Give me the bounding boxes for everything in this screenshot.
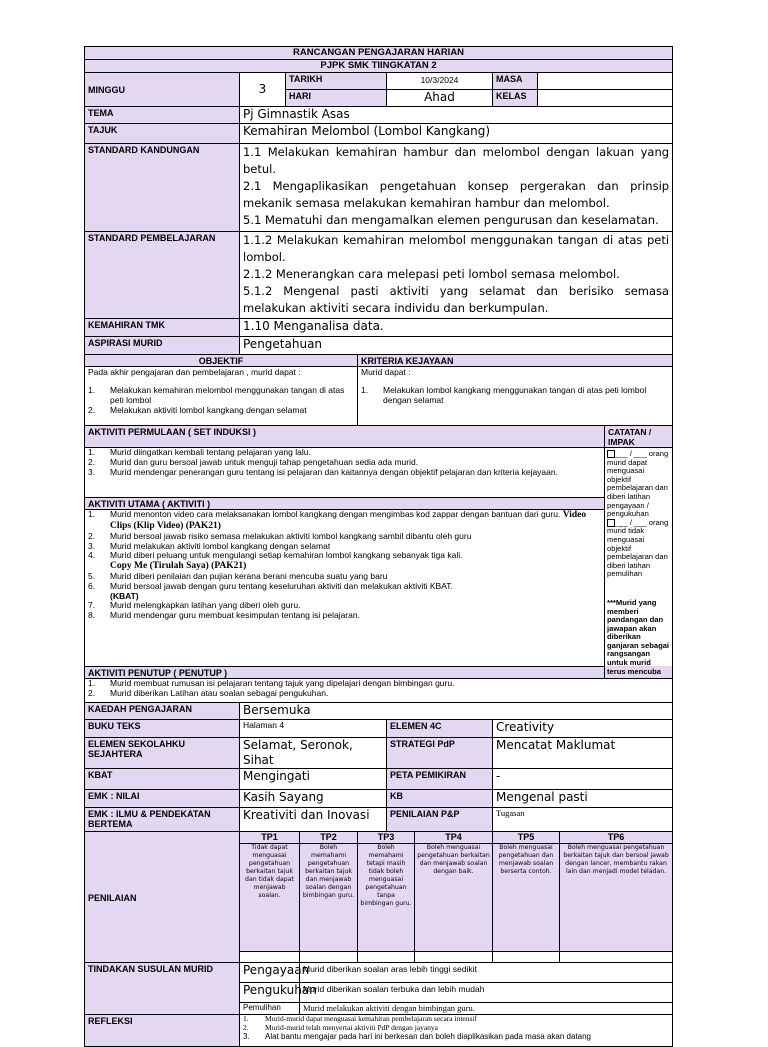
permulaan-body xyxy=(85,448,605,498)
kriteria-intro: Murid dapat : xyxy=(361,367,411,377)
tajuk-label: TAJUK xyxy=(85,124,240,144)
standard-pembelajaran-list xyxy=(240,232,673,319)
emk-ilmu-label: EMK : ILMU & PENDEKATAN BERTEMA xyxy=(85,808,240,832)
susulan-key: Pengukuhan xyxy=(240,983,300,1003)
buku-label: BUKU TEKS xyxy=(85,720,240,738)
peta-label: PETA PEMIKIRAN xyxy=(387,769,493,790)
sekolahku-label: ELEMEN SEKOLAHKU SEJAHTERA xyxy=(85,738,240,769)
tp-header: TP2 xyxy=(300,832,358,844)
hari-label: HARI xyxy=(286,90,387,107)
sp-item: 2.1.2 Menerangkan cara melepasi peti lombol semasa melombol. xyxy=(243,267,620,281)
kb-label: KB xyxy=(387,790,493,808)
aspirasi-value: Pengetahuan xyxy=(240,337,673,355)
emk-nilai-label: EMK : NILAI xyxy=(85,790,240,808)
kbat-value: Mengingati xyxy=(240,769,387,790)
rph-form xyxy=(84,46,673,1047)
catatan-note: ***Murid yang memberi pandangan dan jawapan akan diberikan ganjaran sebagai rangsangan untuk murid terus mencuba xyxy=(607,597,670,676)
standard-kandungan-label: STANDARD KANDUNGAN xyxy=(85,144,240,232)
catatan-body xyxy=(605,448,673,679)
standard-pembelajaran-label: STANDARD PEMBELAJARAN xyxy=(85,232,240,319)
permulaan-label: AKTIVITI PERMULAAN ( SET INDUKSI ) xyxy=(85,426,605,448)
elemen4c-value: Creativity xyxy=(493,720,673,738)
tp-header: TP1 xyxy=(240,832,300,844)
susulan-key: Pemulihan xyxy=(240,1003,300,1015)
tp-mark-cell[interactable] xyxy=(358,952,415,963)
emk-nilai-value: Kasih Sayang xyxy=(240,790,387,808)
utama-item: 4. Murid diberi peluang untuk mengulangi setiap kemahiran lombol kangkang sebanyak tiga kali. Copy Me (Tirulah Saya) (PAK21) xyxy=(88,550,463,572)
utama-label: AKTIVITI UTAMA ( AKTIVITI ) xyxy=(85,497,605,510)
utama-body xyxy=(85,510,605,666)
tp-descriptor: Tidak dapat menguasai pengetahuan berkaitan tajuk dan tidak dapat menjawab soalan. xyxy=(240,844,300,952)
objektif-item: 2. Melakukan aktiviti lombol kangkang dengan selamat xyxy=(88,404,307,415)
penutup-body xyxy=(85,679,673,703)
aspirasi-label: ASPIRASI MURID xyxy=(85,337,240,355)
tp-descriptor: Boleh memahami pengetahuan berkaitan tajuk dan menjawab soalan dengan bimbingan guru. xyxy=(300,844,358,952)
sp-item: 5.1.2 Mengenal pasti aktiviti yang selamat dan berisiko semasa melakukan aktiviti secara individu dan berkumpulan. xyxy=(243,284,670,315)
utama-item: 7. Murid melengkapkan latihan yang diberi oleh guru. xyxy=(88,600,301,611)
strategi-value: Mencatat Maklumat xyxy=(493,738,673,769)
refleksi-item: 3. Alat bantu mengajar pada hari ini berkesan dan boleh diaplikasikan pada masa akan datang xyxy=(243,1032,592,1042)
utama-item: 3. Murid melakukan aktiviti lombol kangkang dengan selamat xyxy=(88,540,331,551)
form-title: RANCANGAN PENGAJARAN HARIAN xyxy=(85,47,673,60)
tp-descriptor: Boleh menguasai pengetahuan dan menjawab soalan berserta contoh. xyxy=(493,844,560,952)
catatan-line-1: ___ / ___ orang murid dapat menguasai objektif pembelajaran dan diberi latihan pengayaan / pengukuhan xyxy=(607,449,669,519)
tajuk-value: Kemahiran Melombol (Lombol Kangkang) xyxy=(240,124,673,144)
tp-header: TP6 xyxy=(560,832,673,844)
objektif-body xyxy=(85,367,358,426)
refleksi-label: REFLEKSI xyxy=(85,1015,240,1047)
susulan-key: Pengayaan xyxy=(240,963,300,983)
utama-item: 6. Murid bersoal jawab dengan guru tentang keseluruhan aktiviti dan melakukan aktiviti KBAT. (KBAT) xyxy=(88,580,453,601)
tema-label: TEMA xyxy=(85,107,240,124)
objektif-intro: Pada akhir pengajaran dan pembelajaran , murid dapat : xyxy=(88,367,301,377)
sk-item: 2.1 Mengaplikasikan pengetahuan konsep pergerakan dan prinsip mekanik semasa melakukan kemahiran hambur dan melombol. xyxy=(243,179,670,210)
tp-mark-cell[interactable] xyxy=(493,952,560,963)
tarikh-label: TARIKH xyxy=(286,73,387,90)
strategi-label: STRATEGI PdP xyxy=(387,738,493,769)
penilaian-pp-label: PENILAIAN P&P xyxy=(387,808,493,832)
kelas-label: KELAS xyxy=(493,90,538,107)
kriteria-body xyxy=(358,367,673,426)
sekolahku-value: Selamat, Seronok, Sihat xyxy=(240,738,387,769)
tp-mark-cell[interactable] xyxy=(240,952,300,963)
permulaan-item: 2. Murid dan guru bersoal jawab untuk menguji tahap pengetahuan sedia ada murid. xyxy=(88,456,419,467)
masa-value xyxy=(538,73,673,90)
tp-mark-cell[interactable] xyxy=(560,952,673,963)
permulaan-item: 1. Murid diingatkan kembali tentang pelajaran yang lalu. xyxy=(88,447,311,457)
tp-header: TP5 xyxy=(493,832,560,844)
sp-item: 1.1.2 Melakukan kemahiran melombol menggunakan tangan di atas peti lombol. xyxy=(243,233,670,264)
tp-mark-cell[interactable] xyxy=(415,952,493,963)
penilaian-label: PENILAIAN xyxy=(85,832,240,963)
permulaan-item: 3. Murid mendengar penerangan guru tentang isi pelajaran dan kaitannya dengan objektif pelajaran dan kriteria kejayaan. xyxy=(88,466,558,477)
tp-header: TP4 xyxy=(415,832,493,844)
refleksi-body xyxy=(240,1015,673,1047)
refleksi-item: 2. Murid-murid telah menyertai aktiviti PdP dengan jayanya xyxy=(243,1022,439,1032)
kb-value: Mengenal pasti xyxy=(493,790,673,808)
catatan-label: CATATAN / IMPAK xyxy=(605,426,673,448)
objektif-label: OBJEKTIF xyxy=(85,355,358,367)
buku-value: Halaman 4 xyxy=(240,720,387,738)
penutup-item: 1. Murid membuat rumusan isi pelajaran tentang tajuk yang dipelajari dengan bimbingan guru. xyxy=(88,678,455,689)
utama-item: 5. Murid diberi penilaian dan pujian kerana berani mencuba suatu yang baru xyxy=(88,571,388,582)
tarikh-value: 10/3/2024 xyxy=(387,73,493,90)
penilaian-pp-value: Tugasan xyxy=(493,808,673,832)
form-subtitle: PJPK SMK TIINGKATAN 2 xyxy=(85,60,673,73)
elemen4c-label: ELEMEN 4C xyxy=(387,720,493,738)
objektif-item: 1. Melakukan kemahiran melombol menggunakan tangan di atas peti lombol xyxy=(88,385,345,405)
refleksi-item: 1. Murid-murid dapat menguasai kemahiran pembelajaran secara intensif xyxy=(243,1014,477,1024)
sk-item: 5.1 Mematuhi dan mengamalkan elemen pengurusan dan keselamatan. xyxy=(243,213,659,227)
minggu-value: 3 xyxy=(240,73,286,107)
tmk-label: KEMAHIRAN TMK xyxy=(85,319,240,337)
kaedah-label: KAEDAH PENGAJARAN xyxy=(85,703,240,720)
hari-value: Ahad xyxy=(387,90,493,107)
utama-item: 8. Murid mendengar guru membuat kesimpulan tentang isi pelajaran. xyxy=(88,610,360,621)
kriteria-label: KRITERIA KEJAYAAN xyxy=(358,355,673,367)
tp-descriptor: Boleh menguasai pengetahuan berkaitan tajuk dan bersoal jawab dengan lancer, membantu rakan lain dan menjadi model teladan. xyxy=(560,844,673,952)
catatan-line-2: ___ / ___ orang murid tidak menguasai objektif pembelajaran dan diberi latihan pemulihan xyxy=(607,517,669,579)
tp-header: TP3 xyxy=(358,832,415,844)
susulan-value: Murid melakukan aktiviti dengan bimbingan guru. xyxy=(300,1003,673,1015)
kbat-label: KBAT xyxy=(85,769,240,790)
peta-value: - xyxy=(493,769,673,790)
tp-mark-cell[interactable] xyxy=(300,952,358,963)
tmk-value: 1.10 Menganalisa data. xyxy=(240,319,673,337)
kriteria-item: 1. Melakukan lombol kangkang menggunakan tangan di atas peti lombol dengan selamat xyxy=(361,385,647,405)
tp-descriptor: Boleh menguasai pengetahuan berkaitan dan menjawab soalan dengan baik. xyxy=(415,844,493,952)
utama-item: 1. Murid menonton video cara melaksanakan lombol kangkang dengan mengimbas kod zappar dengan bantuan dari guru. Video Clips (Klip Video) (PAK21) xyxy=(88,509,587,532)
utama-item: 2. Murid bersoal jawab risiko semasa melakukan aktiviti lombol kangkang sambil dibantu oleh guru xyxy=(88,530,472,541)
masa-label: MASA xyxy=(493,73,538,90)
kelas-value xyxy=(538,90,673,107)
tp-descriptor: Boleh memahami tetapi masih tidak boleh menguasai pengetahuan tanpa bimbingan guru. xyxy=(358,844,415,952)
penutup-item: 2. Murid diberikan Latihan atau soalan sebagai pengukuhan. xyxy=(88,688,329,699)
susulan-value: Murid diberikan soalan aras lebih tinggi sedikit xyxy=(300,963,673,983)
susulan-label: TINDAKAN SUSULAN MURID xyxy=(85,963,240,1015)
minggu-label: MINGGU xyxy=(85,73,240,107)
kaedah-value: Bersemuka xyxy=(240,703,673,720)
susulan-value: Murid diberikan soalan terbuka dan lebih mudah xyxy=(300,983,673,1003)
standard-kandungan-list xyxy=(240,144,673,232)
sk-item: 1.1 Melakukan kemahiran hambur dan melombol dengan lakuan yang betul. xyxy=(243,145,670,176)
penutup-label: AKTIVITI PENUTUP ( PENUTUP ) xyxy=(85,666,673,679)
emk-ilmu-value: Kreativiti dan Inovasi xyxy=(240,808,387,832)
tema-value: Pj Gimnastik Asas xyxy=(240,107,673,124)
